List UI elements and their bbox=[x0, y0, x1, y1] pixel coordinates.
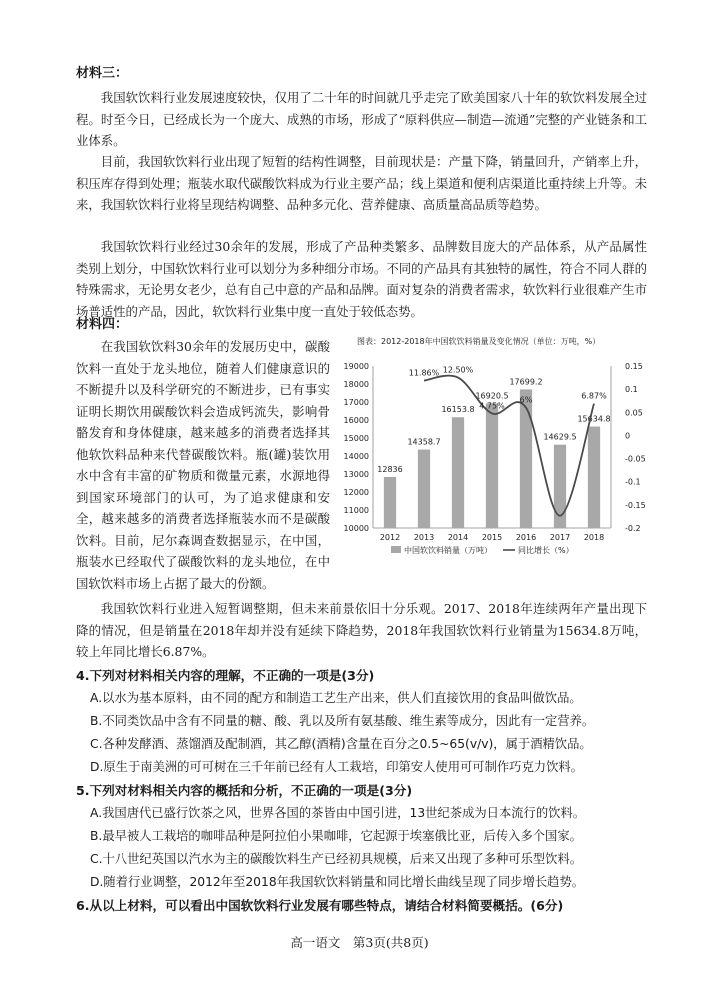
left-tick-label: 18000 bbox=[343, 380, 369, 389]
chart-title: 图表：2012-2018年中国软饮料销量及变化情况（单位：万吨，%） bbox=[357, 337, 601, 346]
bar bbox=[486, 403, 498, 528]
page-footer: 高一语文 第3页(共8页) bbox=[290, 935, 429, 950]
right-tick-label: -0.1 bbox=[625, 477, 641, 487]
bar bbox=[588, 427, 600, 528]
growth-value-label: 6.87% bbox=[581, 391, 607, 401]
category-label: 2013 bbox=[413, 533, 435, 542]
bar bbox=[418, 450, 430, 528]
right-tick-label: -0.2 bbox=[625, 524, 641, 533]
bar bbox=[384, 477, 396, 528]
question-4-option-a: A.以水为基本原料，由不同的配方和制造工艺生产出来，供人们直接饮用的食品叫做饮品。 bbox=[90, 691, 582, 705]
bar bbox=[452, 417, 464, 528]
material4-heading: 材料四： bbox=[76, 317, 129, 332]
material3-paragraph-1: 我国软饮料行业发展速度较快，仅用了二十年的时间就几乎走完了欧美国家八十年的软饮料发展全过程。时至今日，已经成长为一个庞大、成熟的市场，形成了“原料供应—制造—流通”完整的产业链条和工业体系。 bbox=[76, 90, 647, 148]
growth-value-label: 4.75% bbox=[479, 401, 505, 411]
material4-paragraph: 我国软饮料行业进入短暂调整期，但未来前景依旧十分乐观。2017、2018年连续两年产量出现下降的情况，但是销量在2018年却并没有延续下降趋势，2018年我国软饮料行业销量为15634.8万吨，较上年同比增长6.87%。 bbox=[76, 601, 647, 659]
left-tick-label: 19000 bbox=[343, 362, 369, 371]
question-4-option-d: D.原生于南美洲的可可树在三千年前已经有人工栽培，印第安人使用可可制作巧克力饮料。 bbox=[90, 760, 583, 774]
bar-value-label: 15634.8 bbox=[577, 414, 611, 424]
question-6-stem: 6.从以上材料，可以看出中国软饮料行业发展有哪些特点，请结合材料简要概括。(6分) bbox=[76, 898, 564, 913]
question-5-option-d: D.随着行业调整，2012年至2018年我国软饮料销量和同比增长曲线呈现了同步增长趋势。 bbox=[90, 875, 585, 889]
bar-value-label: 14358.7 bbox=[407, 437, 441, 447]
left-tick-label: 15000 bbox=[343, 434, 369, 443]
right-tick-label: 0 bbox=[625, 431, 631, 441]
left-tick-label: 16000 bbox=[343, 416, 369, 425]
material4-side-paragraph: 在我国软饮料30余年的发展历史中，碳酸饮料一直处于龙头地位，随着人们健康意识的不断提升以及科学研究的不断进步，已有事实证明长期饮用碳酸饮料会造成钙流失，影响骨骼发育和身体健康，越来越多的消费者选择其他软饮料品种来代替碳酸饮料。瓶(罐)装饮用水中含有丰富的矿物质和微量元素，水源地得到国家环境部门的认可，为了追求健康和安全，越来越多的消费者选择瓶装水而不是碳酸饮料。目前，尼尔森调查数据显示，在中国，瓶装水已经取代了碳酸饮料的龙头地位，在中国软饮料市场上占据了最大的份额。 bbox=[76, 339, 330, 591]
right-tick-label: 0.05 bbox=[625, 408, 643, 418]
category-label: 2015 bbox=[481, 533, 503, 542]
category-label: 2017 bbox=[549, 533, 571, 542]
category-label: 2012 bbox=[379, 533, 401, 542]
left-tick-label: 17000 bbox=[343, 398, 369, 407]
bar-value-label: 14629.5 bbox=[543, 432, 577, 442]
growth-value-label: 6% bbox=[519, 395, 533, 405]
left-tick-label: 11000 bbox=[343, 506, 369, 515]
right-tick-label: 0.15 bbox=[625, 362, 643, 371]
right-tick-label: 0.1 bbox=[625, 385, 638, 395]
bar-value-label: 16153.8 bbox=[441, 405, 475, 415]
bar-value-label: 16920.5 bbox=[475, 391, 509, 401]
left-tick-label: 14000 bbox=[343, 452, 369, 461]
question-5-option-b: B.最早被人工栽培的咖啡品种是阿拉伯小果咖啡，它起源于埃塞俄比亚，后传入多个国家。 bbox=[90, 829, 582, 843]
right-tick-label: -0.05 bbox=[625, 454, 646, 464]
question-4-stem: 4.下列对材料相关内容的理解，不正确的一项是(3分) bbox=[76, 668, 375, 683]
question-5-stem: 5.下列对材料相关内容的概括和分析，不正确的一项是(3分) bbox=[76, 783, 413, 798]
category-label: 2016 bbox=[515, 533, 537, 542]
material3-paragraph-2: 目前，我国软饮料行业出现了短暂的结构性调整，目前现状是：产量下降，销量回升，产销率上升，积压库存得到处理；瓶装水取代碳酸饮料成为行业主要产品；线上渠道和便利店渠道比重持续上升等。未来，我国软饮料行业将呈现结构调整、品种多元化、营养健康、高质量高品质等趋势。 bbox=[76, 154, 647, 212]
question-4-option-c: C.各种发酵酒、蒸馏酒及配制酒，其乙醇(酒精)含量在百分之0.5~65(v/v)，属于酒精饮品。 bbox=[90, 737, 592, 751]
legend-bar-label: 中国软饮料销量（万吨） bbox=[404, 546, 492, 555]
left-tick-label: 13000 bbox=[343, 470, 369, 479]
bar-value-label: 17699.2 bbox=[509, 377, 543, 387]
growth-value-label: 11.86% bbox=[408, 368, 440, 378]
material3-paragraph-3: 我国软饮料行业经过30余年的发展，形成了产品种类繁多、品牌数目庞大的产品体系，从产品属性类别上划分，中国软饮料行业可以划分为多种细分市场。不同的产品具有其独特的属性，符合不同人群的特殊需求，无论男女老少，总有自己中意的产品和品牌。面对复杂的消费者需求，软饮料行业很难产生市场普适性的产品，因此，软饮料行业集中度一直处于较低态势。 bbox=[76, 239, 647, 319]
sales-chart bbox=[335, 328, 655, 568]
material3-heading: 材料三： bbox=[76, 66, 129, 81]
left-tick-label: 10000 bbox=[343, 524, 369, 533]
growth-line bbox=[424, 376, 594, 516]
legend-bar-swatch bbox=[391, 546, 401, 553]
question-5-option-c: C.十八世纪英国以汽水为主的碳酸饮料生产已经初具规模，后来又出现了多种可乐型饮料。 bbox=[90, 852, 583, 866]
bar bbox=[520, 389, 532, 528]
right-tick-label: -0.15 bbox=[625, 500, 646, 510]
question-4-option-b: B.不同类饮品中含有不同量的糖、酸、乳以及所有氨基酸、维生素等成分，因此有一定营养。 bbox=[90, 714, 595, 728]
bar-value-label: 12836 bbox=[377, 464, 403, 474]
legend-line-label: 同比增长（%） bbox=[518, 546, 574, 555]
left-tick-label: 12000 bbox=[343, 488, 369, 497]
question-5-option-a: A.我国唐代已盛行饮茶之风，世界各国的茶皆由中国引进，13世纪茶成为日本流行的饮料。 bbox=[90, 806, 586, 820]
category-label: 2018 bbox=[583, 533, 605, 542]
category-label: 2014 bbox=[447, 533, 469, 542]
growth-value-label: 12.50% bbox=[442, 365, 474, 375]
